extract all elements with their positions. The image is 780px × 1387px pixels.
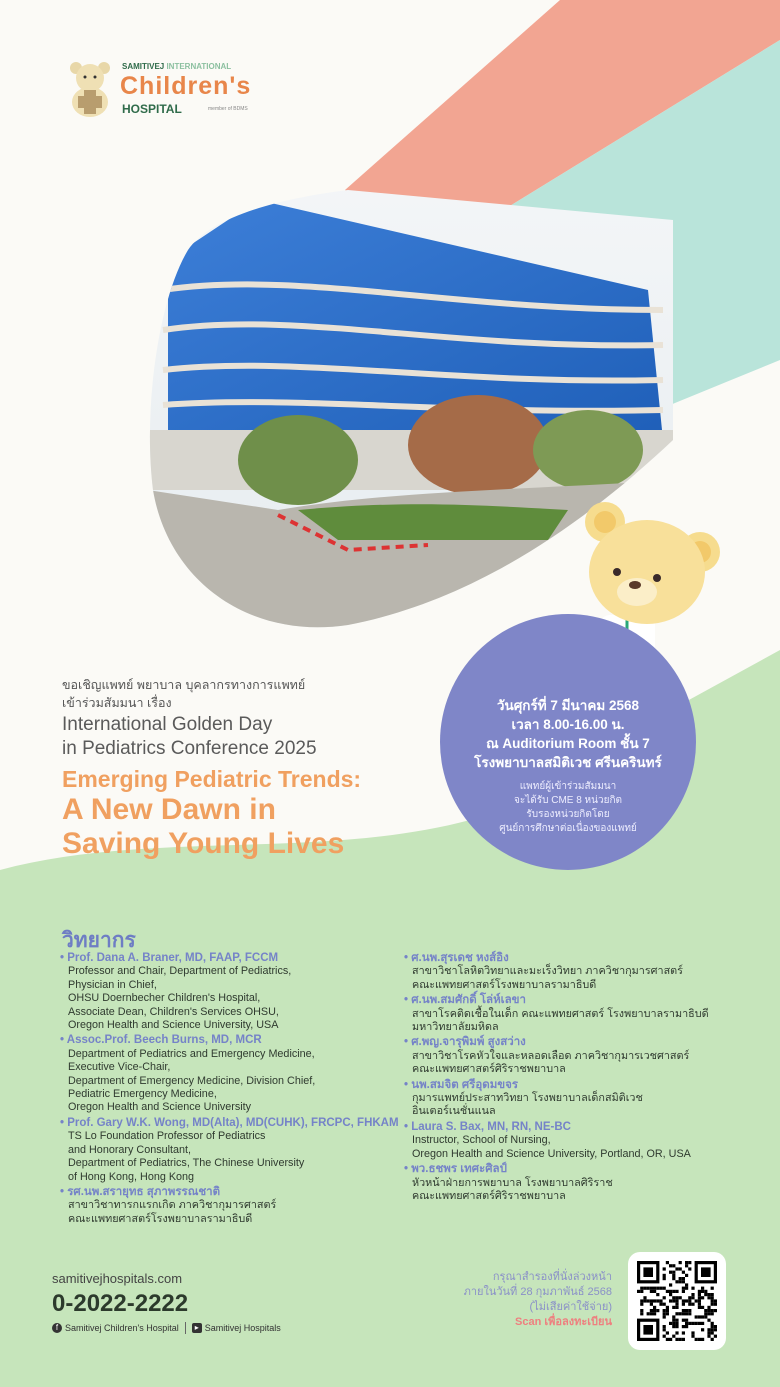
speakers-heading: วิทยากร [62, 929, 136, 952]
speaker-name: • Prof. Gary W.K. Wong, MD(Alta), MD(CUHK), FRCPC, FHKAM [60, 1116, 399, 1129]
speaker-affiliation: Executive Vice-Chair, [68, 1061, 171, 1074]
logo-hospital: HOSPITAL [122, 102, 182, 116]
speaker-item [60, 952, 400, 1032]
speaker-item [404, 994, 764, 1034]
logo-international: INTERNATIONAL [164, 62, 232, 71]
event-time: เวลา 8.00-16.00 น. [511, 717, 625, 732]
speaker-item [60, 1186, 400, 1226]
cme-line-3: รับรองหน่วยกิตโดย [526, 809, 610, 820]
speaker-affiliation: คณะแพทยศาสตร์โรงพยาบาลรามาธิบดี [412, 978, 597, 991]
theme-line-2: A New Dawn in [62, 793, 276, 826]
cme-line-4: ศูนย์การศึกษาต่อเนื่องของแพทย์ [499, 823, 637, 834]
theme-line-3: Saving Young Lives [62, 827, 345, 860]
conference-title [62, 713, 317, 761]
speaker-affiliation: Department of Emergency Medicine, Division Chief, [68, 1074, 316, 1087]
cme-line-2: จะได้รับ CME 8 หน่วยกิต [513, 795, 623, 806]
registration-info [464, 1270, 612, 1330]
speaker-affiliation: Pediatric Emergency Medicine, [68, 1088, 217, 1101]
speaker-affiliation: คณะแพทยศาสตร์ศิริราชพยาบาล [412, 1063, 566, 1076]
speaker-affiliation: Instructor, School of Nursing, [412, 1134, 551, 1147]
hospital-logo [66, 58, 266, 122]
speaker-affiliation: คณะแพทยศาสตร์ศิริราชพยาบาล [412, 1189, 566, 1202]
divider [185, 1322, 186, 1334]
speaker-affiliation: TS Lo Foundation Professor of Pediatrics [68, 1130, 266, 1143]
speaker-name: • Laura S. Bax, MN, RN, NE-BC [404, 1120, 571, 1133]
invite-line-2: เข้าร่วมสัมมนา เรื่อง [62, 696, 172, 710]
facebook-icon: f [52, 1323, 62, 1333]
speaker-affiliation: สาขาวิชาโลหิตวิทยาและมะเร็งวิทยา ภาควิชากุมารศาสตร์ [412, 965, 683, 978]
qr-code-icon [637, 1261, 717, 1341]
speaker-item [404, 1036, 764, 1076]
speaker-name: • ศ.พญ.จารุพิมพ์ สูงสว่าง [404, 1036, 526, 1049]
speaker-name: • รศ.นพ.สรายุทธ สุภาพรรณชาติ [60, 1185, 221, 1198]
speaker-affiliation: Oregon Health and Science University, Portland, OR, USA [412, 1147, 691, 1160]
speaker-affiliation: สาขาโรคติดเชื้อในเด็ก คณะแพทยศาสตร์ โรงพยาบาลรามาธิบดี [412, 1007, 709, 1020]
speaker-name: • Prof. Dana A. Braner, MD, FAAP, FCCM [60, 952, 279, 964]
speaker-item [60, 1034, 400, 1114]
speaker-affiliation: มหาวิทยาลัยมหิดล [412, 1021, 499, 1034]
speakers-list-left [60, 952, 400, 1228]
speaker-affiliation: Associate Dean, Children's Services OHSU, [68, 1005, 279, 1018]
facebook-label: Samitivej Children's Hospital [65, 1322, 179, 1333]
speaker-item [404, 1079, 764, 1119]
speaker-name: • ศ.นพ.สมศักดิ์ โล่ห์เลขา [404, 994, 526, 1007]
speaker-affiliation: อินเตอร์เนชั่นแนล [412, 1105, 496, 1118]
speaker-item [404, 1163, 764, 1203]
event-venue: โรงพยาบาลสมิติเวช ศรีนครินทร์ [474, 755, 662, 770]
event-date: วันศุกร์ที่ 7 มีนาคม 2568 [496, 698, 640, 713]
speaker-affiliation: Department of Pediatrics and Emergency Medicine, [68, 1047, 315, 1060]
speaker-affiliation: คณะแพทยศาสตร์โรงพยาบาลรามาธิบดี [68, 1212, 253, 1225]
reg-line-2: ภายในวันที่ 28 กุมภาพันธ์ 2568 [463, 1286, 612, 1298]
youtube-label: Samitivej Hospitals [204, 1322, 281, 1333]
conference-title-line-1: International Golden Day [62, 714, 273, 735]
invite-line-1: ขอเชิญแพทย์ พยาบาล บุคลากรทางการแพทย์ [62, 678, 306, 692]
speaker-affiliation: Physician in Chief, [68, 978, 157, 991]
event-room: ณ Auditorium Room ชั้น 7 [486, 736, 650, 751]
speaker-name: • พว.ธชพร เทศะศิลป์ [404, 1163, 507, 1176]
theme-line-1: Emerging Pediatric Trends: [62, 766, 362, 792]
logo-samitivej: SAMITIVEJ [122, 62, 165, 71]
speaker-affiliation: Department of Pediatrics, The Chinese University [68, 1157, 305, 1170]
conference-theme [62, 765, 361, 861]
scan-to-register: Scan เพื่อลงทะเบียน [515, 1316, 612, 1328]
logo-member-bdms: member of BDMS [208, 106, 248, 112]
speaker-item [60, 1117, 400, 1184]
facebook-link[interactable] [52, 1323, 179, 1334]
social-links [52, 1322, 281, 1334]
speaker-name: • นพ.สมจิต ศรีอุดมขจร [404, 1078, 519, 1091]
reg-line-3: (ไม่เสียค่าใช้จ่าย) [529, 1301, 612, 1313]
event-details-circle [440, 614, 696, 870]
cme-line-1: แพทย์ผู้เข้าร่วมสัมมนา [519, 781, 617, 792]
speaker-affiliation: Oregon Health and Science University, USA [68, 1019, 279, 1032]
conference-title-line-2: in Pediatrics Conference 2025 [62, 738, 317, 759]
speaker-affiliation: and Honorary Consultant, [68, 1143, 192, 1156]
speaker-item [404, 1121, 764, 1161]
speaker-affiliation: Oregon Health and Science University [68, 1101, 252, 1114]
registration-qr-code[interactable] [628, 1252, 726, 1350]
speakers-list-right [404, 952, 764, 1205]
speaker-name: • ศ.นพ.สุรเดช หงส์อิง [404, 952, 509, 964]
cme-info [440, 780, 696, 836]
phone-number[interactable]: 0-2022-2222 [52, 1290, 189, 1317]
speaker-affiliation: OHSU Doernbecher Children's Hospital, [68, 992, 261, 1005]
speaker-affiliation: of Hong Kong, Hong Kong [68, 1170, 195, 1183]
reg-line-1: กรุณาสำรองที่นั่งล่วงหน้า [492, 1271, 612, 1283]
speaker-affiliation: หัวหน้าฝ่ายการพยาบาล โรงพยาบาลศิริราช [412, 1176, 613, 1189]
speaker-affiliation: สาขาวิชาทารกแรกเกิด ภาควิชากุมารศาสตร์ [68, 1199, 277, 1212]
speaker-item [404, 952, 764, 992]
logo-childrens: Children's [120, 72, 252, 100]
speaker-name: • Assoc.Prof. Beech Burns, MD, MCR [60, 1034, 262, 1047]
website-link[interactable]: samitivejhospitals.com [52, 1271, 183, 1286]
teddy-bear-logo-icon [66, 60, 114, 118]
speaker-affiliation: กุมารแพทย์ประสาทวิทยา โรงพยาบาลเด็กสมิติเวช [412, 1092, 643, 1105]
youtube-link[interactable] [192, 1323, 281, 1334]
speaker-affiliation: Professor and Chair, Department of Pediatrics, [68, 965, 292, 978]
youtube-icon: ▸ [192, 1323, 202, 1333]
speaker-affiliation: สาขาวิชาโรคหัวใจและหลอดเลือด ภาควิชากุมารเวชศาสตร์ [412, 1049, 690, 1062]
invitation-text [62, 676, 305, 712]
